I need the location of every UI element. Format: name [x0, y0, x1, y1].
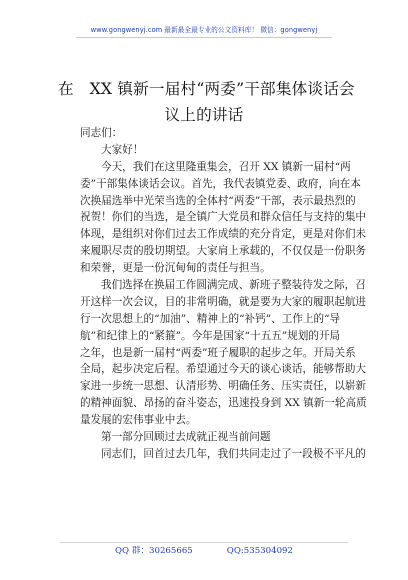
paragraph-line: 家进一步统一思想、认清形势、明确任务、压实责任，以崭新	[80, 380, 367, 393]
page-footer	[0, 544, 408, 556]
title-line-2: 议上的讲话	[164, 106, 244, 124]
footer-divider	[60, 542, 348, 543]
paragraph-line: 祝贺！你们的当选，是全镇广大党员和群众信任与支持的集中	[80, 211, 367, 224]
title-line-1: 在 XX 镇新一届村“两委”干部集体谈话会	[58, 80, 355, 98]
page-header: www.gongwenyj.com 最新最全最专业的公文资料库！ 微信：gongwenyj	[90, 26, 318, 34]
paragraph-line: 量发展的宏伟事业中去。	[80, 414, 197, 427]
paragraph-line: 体现，是组织对你们过去工作成绩的充分肯定，更是对你们未	[80, 228, 367, 241]
paragraph-line: 的精神面貌、昂扬的奋斗姿态，迅速投身到 XX 镇新一轮高质	[80, 397, 367, 410]
paragraph-line: 和荣誉，更是一份沉甸甸的责任与担当。	[80, 262, 271, 275]
paragraph-line: 次换届选举中光荣当选的全体村“两委”干部，表示最热烈的	[80, 194, 356, 207]
paragraph-line: 开这样一次会议，目的非常明确，就是要为大家的履职起航进	[80, 295, 367, 308]
paragraph-line: 全局，起步决定后程。希望通过今天的谈心谈话，能够帮助大	[80, 363, 367, 376]
paragraph-line: 来履职尽责的殷切期望。大家肩上承载的，不仅仅是一份职务	[80, 245, 367, 258]
paragraph-line: 同志们，回首过去几年，我们共同走过了一段极不平凡的	[101, 447, 366, 460]
footer-qq: QQ:535304092	[226, 546, 293, 556]
paragraph-line: 今天，我们在这里隆重集会，召开 XX 镇新一届村“两	[101, 160, 351, 173]
paragraph-line: 行一次思想上的“加油”、精神上的“补钙”、工作上的“导	[80, 312, 341, 325]
section-heading: 第一部分回顾过去成就正视当前问题	[101, 431, 271, 444]
paragraph-line: 委”干部集体谈话会议。首先，我代表镇党委、政府，向在本	[80, 177, 361, 190]
greeting: 大家好！	[101, 143, 144, 156]
document-body	[80, 125, 367, 463]
document-title	[58, 76, 355, 128]
salutation: 同志们：	[80, 127, 123, 139]
paragraph-line: 之年，也是新一届村“两委”班子履职的起步之年。开局关系	[80, 346, 356, 359]
paragraph-line: 我们选择在换届工作圆满完成、新班子整装待发之际，召	[101, 279, 366, 292]
header-divider	[76, 37, 332, 38]
paragraph-line: 航”和纪律上的“紧箍”。今年是国家“十五五”规划的开局	[80, 329, 341, 342]
footer-qq-group: QQ 群：30265665	[115, 546, 193, 556]
